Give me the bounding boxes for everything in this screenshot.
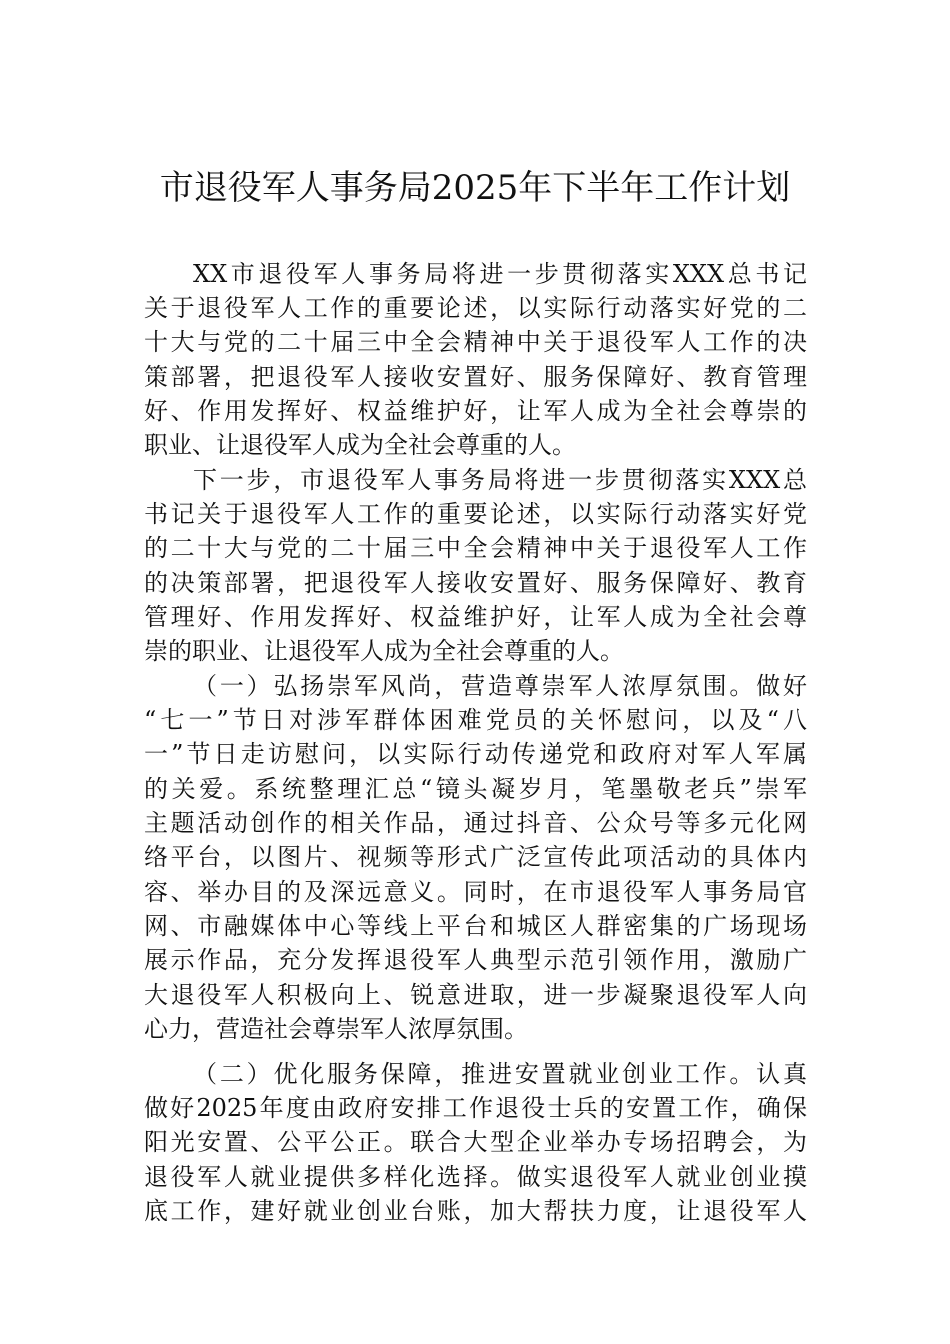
body-line: 心力，营造社会尊崇军人浓厚氛围。 — [144, 1015, 528, 1043]
body-line: 的二十大与党的二十届三中全会精神中关于退役军人工作 — [144, 534, 807, 562]
body-line: “七一”节日对涉军群体困难党员的关怀慰问，以及“八 — [144, 706, 807, 734]
body-line: 做好2025年度由政府安排工作退役士兵的安置工作，确保 — [144, 1094, 807, 1122]
body-line: 容、举办目的及深远意义。同时，在市退役军人事务局官 — [144, 878, 807, 906]
body-line: 主题活动创作的相关作品，通过抖音、公众号等多元化网 — [144, 809, 807, 837]
body-line: （二）优化服务保障，推进安置就业创业工作。认真 — [193, 1060, 807, 1088]
body-line: 网、市融媒体中心等线上平台和城区人群密集的广场现场 — [144, 912, 807, 940]
body-line: 底工作，建好就业创业台账，加大帮扶力度，让退役军人 — [144, 1197, 807, 1225]
body-line: 好、作用发挥好、权益维护好，让军人成为全社会尊崇的 — [144, 397, 807, 425]
body-line: （一）弘扬崇军风尚，营造尊崇军人浓厚氛围。做好 — [193, 672, 807, 700]
document-title: 市退役军人事务局2025年下半年工作计划 — [159, 168, 791, 208]
body-line: 大退役军人积极向上、锐意进取，进一步凝聚退役军人向 — [144, 981, 807, 1009]
body-line: 阳光安置、公平公正。联合大型企业举办专场招聘会，为 — [144, 1128, 807, 1156]
body-line: 下一步，市退役军人事务局将进一步贯彻落实XXX总 — [193, 466, 807, 494]
body-line: 策部署，把退役军人接收安置好、服务保障好、教育管理 — [144, 363, 807, 391]
body-line: 退役军人就业提供多样化选择。做实退役军人就业创业摸 — [144, 1163, 807, 1191]
body-line: 展示作品，充分发挥退役军人典型示范引领作用，激励广 — [144, 946, 807, 974]
body-line: 关于退役军人工作的重要论述，以实际行动落实好党的二 — [144, 294, 807, 322]
body-line: 的关爱。系统整理汇总“镜头凝岁月，笔墨敬老兵”崇军 — [144, 775, 807, 803]
body-line: 的决策部署，把退役军人接收安置好、服务保障好、教育 — [144, 569, 807, 597]
body-line: 十大与党的二十届三中全会精神中关于退役军人工作的决 — [144, 328, 807, 356]
body-line: 络平台，以图片、视频等形式广泛宣传此项活动的具体内 — [144, 843, 807, 871]
body-line: 书记关于退役军人工作的重要论述，以实际行动落实好党 — [144, 500, 807, 528]
body-line: 一”节日走访慰问，以实际行动传递党和政府对军人军属 — [144, 740, 807, 768]
body-line: 管理好、作用发挥好、权益维护好，让军人成为全社会尊 — [144, 603, 807, 631]
body-line: XX市退役军人事务局将进一步贯彻落实XXX总书记 — [193, 260, 807, 288]
body-line: 职业、让退役军人成为全社会尊重的人。 — [144, 431, 576, 459]
body-line: 崇的职业、让退役军人成为全社会尊重的人。 — [144, 637, 624, 665]
